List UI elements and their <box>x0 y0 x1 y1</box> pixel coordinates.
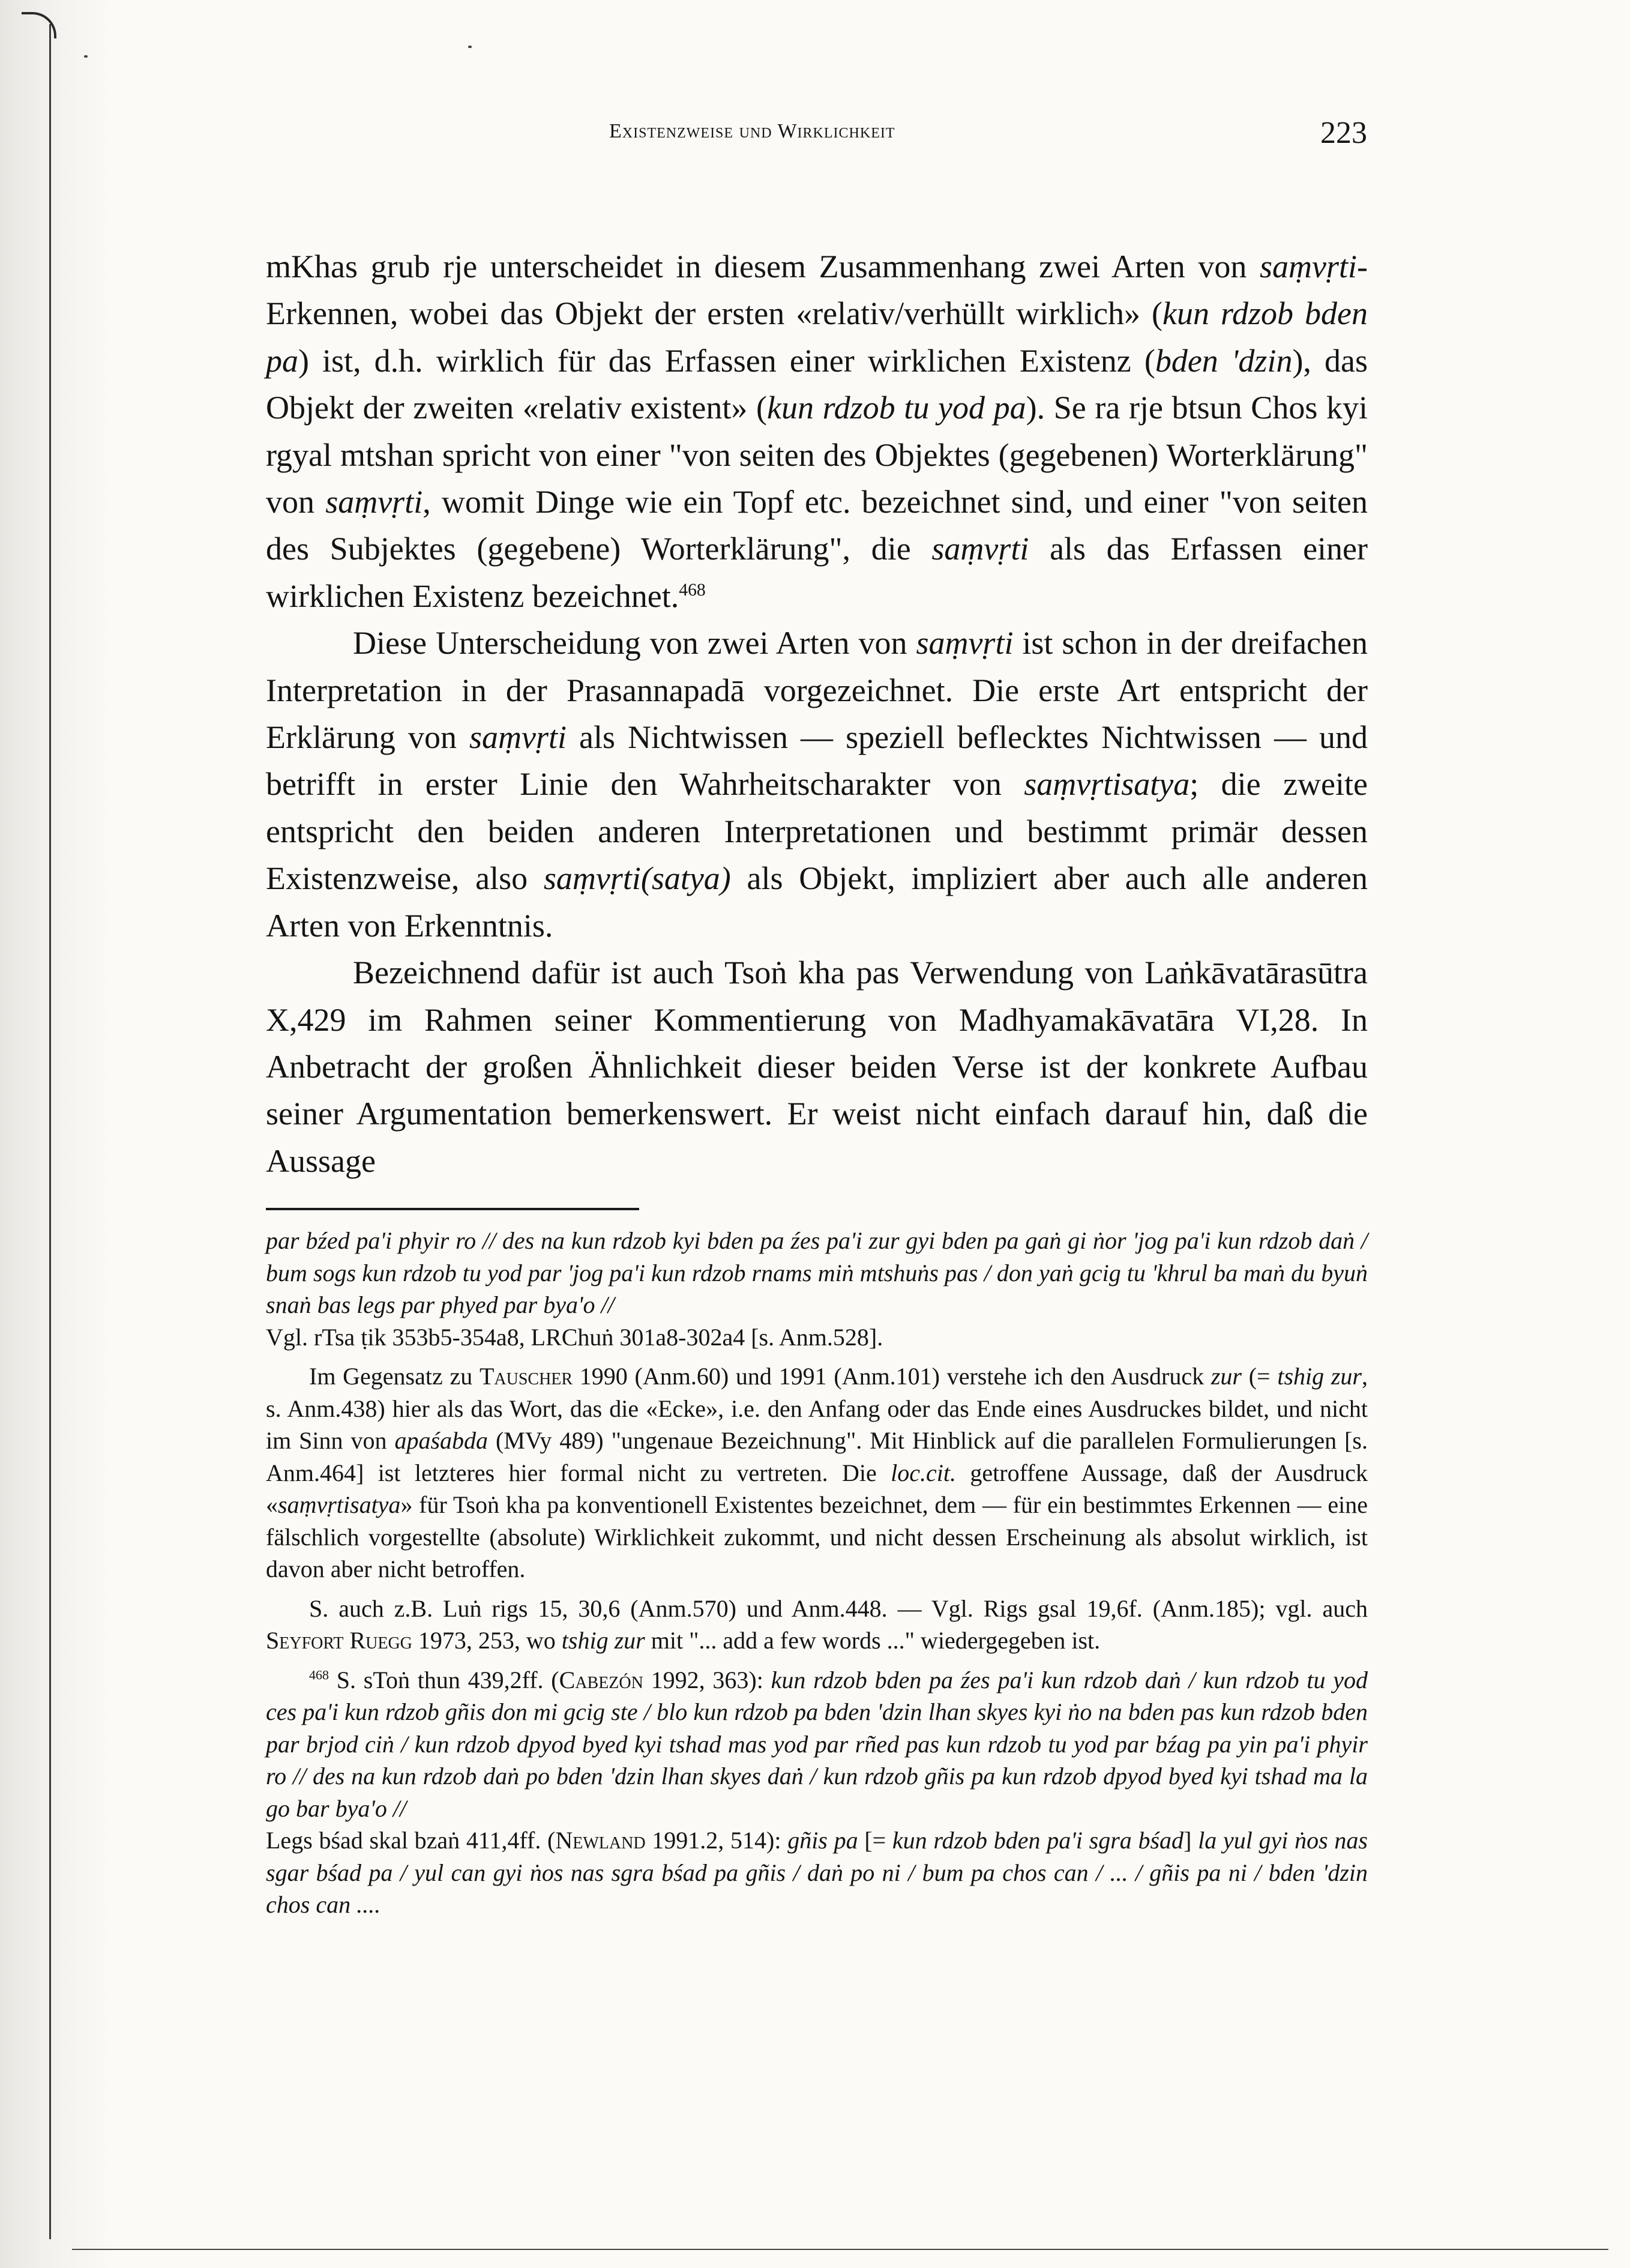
footnotes <box>266 1225 1368 1921</box>
scan-bottom-edge <box>72 2249 1608 2250</box>
running-title: Existenzweise und Wirklichkeit <box>609 120 895 142</box>
footnote-separator <box>266 1208 639 1210</box>
main-text <box>266 243 1368 1184</box>
footnote-ref-468[interactable]: 468 <box>679 580 706 600</box>
paragraph-3: Bezeichnend dafür ist auch Tsoṅ kha pas Verwendung von Laṅkāvatārasūtra X,429 im Rahmen seiner Kommentierung von Madhyamakāvatāra VI,28. In Anbetracht der großen Ähnlichkeit dieser beiden Verse ist der konkrete Aufbau seiner Argumentation bemerkenswert. Er weist nicht einfach darauf hin, daß die Aussage <box>266 955 1368 1179</box>
binding-edge-shadow <box>0 0 114 2268</box>
footnote-468: $^{468}$ S. sToṅ thun 439,2ff. (Cabezón 1992, 363): kun rdzob bden pa źes pa'i kun rdzob daṅ / kun rdzob tu yod ces pa'i kun rdzob gñis don mi gcig ste / blo kun rdzob pa bden 'dzin lhan skyes kyi ṅo na bden pas kun rdzob bden par brjod ciṅ / kun rdzob dpyod byed kyi tshad mas yod par rñed pas kun rdzob tu yod par bźag pa yin pa'i phyir ro // des na kun rdzob daṅ po bden 'dzin lhan skyes daṅ / kun rdzob gñis pa kun rdzob dpyod byed kyi tshad ma la go bar bya'o // <box>266 1666 1368 1822</box>
scan-speck <box>468 46 472 48</box>
paragraph-2: Diese Unterscheidung von zwei Arten von saṃvṛti ist schon in der dreifachen Interpretation in der Prasannapadā vorgezeichnet. Die erste Art entspricht der Erklärung von saṃvṛti als Nichtwissen — speziell beflecktes Nichtwissen — und betrifft in erster Linie den Wahrheitscharakter von saṃvṛtisatya; die zweite entspricht den beiden anderen Interpretationen und bestimmt primär dessen Existenzweise, also saṃvṛti(satya) als Objekt, impliziert aber auch alle anderen Arten von Erkenntnis. <box>266 625 1368 944</box>
paragraph-1: mKhas grub rje unterscheidet in diesem Zusammenhang zwei Arten von saṃvṛti-Erkennen, wobei das Objekt der ersten «relativ/verhüllt wirklich» (kun rdzob bden pa) ist, d.h. wirklich für das Erfassen einer wirklichen Existenz (bden 'dzin), das Objekt der zweiten «relativ existent» (kun rdzob tu yod pa). Se ra rje btsun Chos kyi rgyal mtshan spricht von einer "von seiten des Objektes (gegebenen) Worterklärung" von saṃvṛti, womit Dinge wie ein Topf etc. bezeichnet sind, und einer "von seiten des Subjektes (gegebene) Worterklärung", die saṃvṛti als das Erfassen einer wirklichen Existenz bezeichnet.$^{468}$ <box>266 249 1368 614</box>
footnote-number-468: 468 <box>309 1667 329 1683</box>
footnote-continuation-tibetan: par bźed pa'i phyir ro // des na kun rdzob kyi bden pa źes pa'i zur gyi bden pa gaṅ gi ṅor 'jog pa'i kun rdzob daṅ / bum sogs kun rdzob tu yod par 'jog pa'i kun rdzob rnams miṅ mtshuṅs pas / don yaṅ gcig tu 'khrul ba maṅ du byuṅ snaṅ bas legs par phyed par bya'o // <box>266 1227 1368 1318</box>
page-number: 223 <box>1320 116 1367 150</box>
footnote-s-auch: S. auch z.B. Luṅ rigs 15, 30,6 (Anm.570) und Anm.448. — Vgl. Rigs gsal 19,6f. (Anm.185); vgl. auch Seyfort Ruegg 1973, 253, wo tshig zur mit "... add a few words ..." wiedergegeben ist. <box>266 1594 1368 1654</box>
footnote-legs-bsad: Legs bśad skal bzaṅ 411,4ff. (Newland 1991.2, 514): gñis pa [= kun rdzob bden pa'i sgra bśad] la yul gyi ṅos nas sgar bśad pa / yul can gyi ṅos nas sgra bśad pa gñis / daṅ po ni / bum pa chos can / ... / gñis pa ni / bden 'dzin chos can .... <box>266 1827 1368 1918</box>
footnote-gegensatz: Im Gegensatz zu Tauscher 1990 (Anm.60) und 1991 (Anm.101) verstehe ich den Ausdruck zur (= tshig zur, s. Anm.438) hier als das Wort, das die «Ecke», i.e. den Anfang oder das Ende eines Ausdruckes bildet, und nicht im Sinn von apaśabda (MVy 489) "ungenaue Bezeichnung". Mit Hinblick auf die parallelen Formulierungen [s. Anm.464] ist letzteres hier formal nicht zu vertreten. Die loc.cit. getroffene Aussage, daß der Ausdruck «saṃvṛtisatya» für Tsoṅ kha pa konventionell Existentes bezeichnet, dem — für ein bestimmtes Erkennen — eine fälschlich vorgestellte (absolute) Wirklichkeit zukommt, und nicht dessen Erscheinung als absolut wirklich, ist davon aber nicht betroffen. <box>266 1363 1368 1582</box>
footnote-vgl: Vgl. rTsa ṭik 353b5-354a8, LRChuṅ 301a8-302a4 [s. Anm.528]. <box>266 1323 883 1351</box>
binding-line <box>49 24 51 2239</box>
scan-speck <box>84 55 88 58</box>
